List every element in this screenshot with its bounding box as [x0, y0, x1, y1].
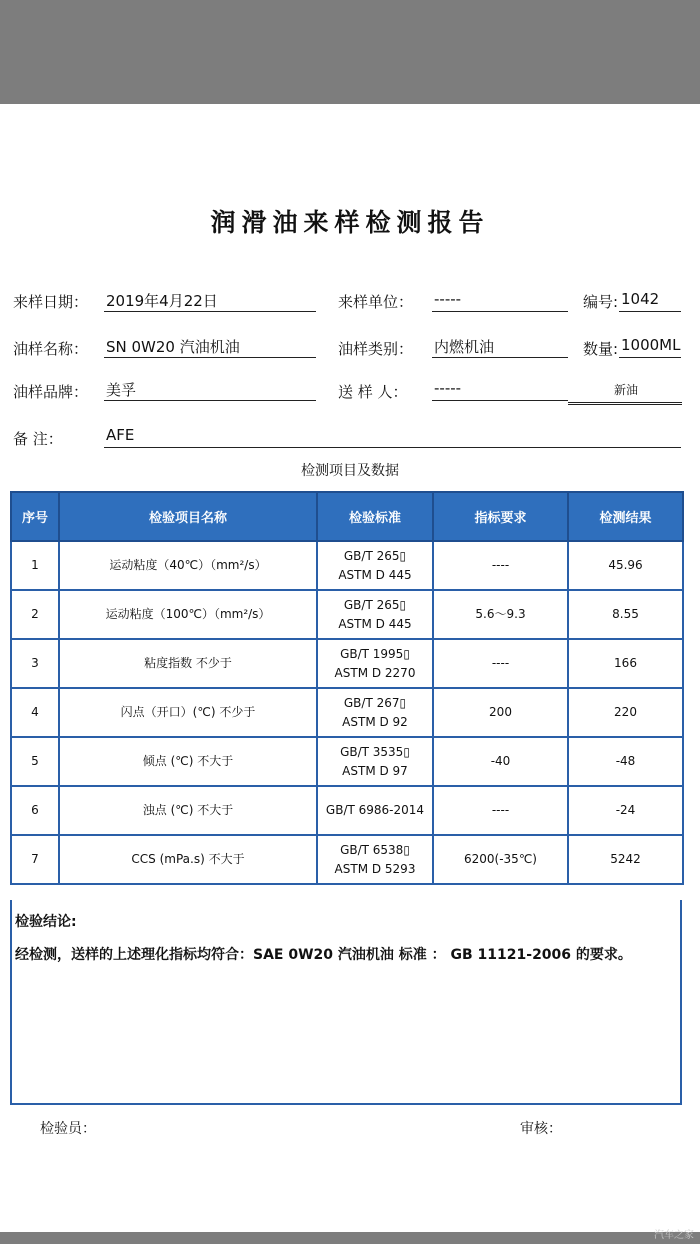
cell-result: 5242: [568, 835, 683, 884]
cell-no: 4: [11, 688, 59, 737]
col-header-no: 序号: [11, 492, 59, 541]
cell-requirement: ----: [433, 541, 568, 590]
cell-item: CCS (mPa.s) 不大于: [59, 835, 317, 884]
cell-no: 7: [11, 835, 59, 884]
cell-result: 8.55: [568, 590, 683, 639]
status-value: 新油: [568, 381, 682, 405]
cell-no: 2: [11, 590, 59, 639]
cell-item: 运动粘度（100℃）（mm²/s）: [59, 590, 317, 639]
cell-requirement: 5.6～9.3: [433, 590, 568, 639]
remark-value: AFE: [104, 426, 681, 448]
col-header-result: 检测结果: [568, 492, 683, 541]
table-header-row: [11, 492, 683, 541]
standard-line-2: ASTM D 445: [338, 567, 412, 582]
standard-line-1: GB/T 6538▯: [340, 842, 410, 857]
conclusion-text: 经检测，送样的上述理化指标均符合：SAE 0W20 汽油机油 标准 ： GB 11121-2006 的要求。: [15, 947, 632, 963]
standard-line-2: ASTM D 2270: [334, 665, 416, 680]
col-header-standard: 检验标准: [317, 492, 433, 541]
top-bar: [0, 0, 700, 104]
oil-name-label: 油样名称：: [13, 340, 89, 358]
cell-requirement: -40: [433, 737, 568, 786]
cell-item: 倾点 (℃) 不大于: [59, 737, 317, 786]
cell-requirement: 6200(-35℃): [433, 835, 568, 884]
number-label: 编号:: [583, 293, 619, 311]
conclusion-title: 检验结论:: [15, 914, 77, 930]
oil-name-value: SN 0W20 汽油机油: [104, 336, 316, 358]
cell-requirement: 200: [433, 688, 568, 737]
cell-item: 浊点 (℃) 不大于: [59, 786, 317, 835]
cell-result: 45.96: [568, 541, 683, 590]
inspector-label: 检验员：: [40, 1121, 96, 1137]
brand-value: 美孚: [104, 379, 316, 401]
table-row: [11, 688, 683, 737]
watermark: 汽车之家: [654, 1230, 694, 1241]
cell-item: 运动粘度（40℃）（mm²/s）: [59, 541, 317, 590]
col-header-requirement: 指标要求: [433, 492, 568, 541]
sample-unit-label: 来样单位：: [338, 293, 414, 311]
cell-standard: [317, 737, 433, 786]
cell-no: 3: [11, 639, 59, 688]
standard-line-1: GB/T 3535▯: [340, 744, 410, 759]
standard-line-2: ASTM D 97: [342, 763, 408, 778]
cell-standard: [317, 688, 433, 737]
sample-date-label: 来样日期：: [13, 293, 89, 311]
standard-line-1: GB/T 265▯: [343, 597, 407, 612]
section-title: 检测项目及数据: [301, 463, 399, 479]
cell-item: 粘度指数 不少于: [59, 639, 317, 688]
table-row: [11, 541, 683, 590]
table-row: [11, 639, 683, 688]
cell-no: 5: [11, 737, 59, 786]
conclusion-box: [10, 900, 682, 1105]
table-row: [11, 590, 683, 639]
sender-label: 送 样 人：: [338, 383, 408, 401]
cell-standard: [317, 835, 433, 884]
oil-type-value: 内燃机油: [432, 336, 568, 358]
cell-result: 166: [568, 639, 683, 688]
quantity-value: 1000ML: [619, 336, 681, 358]
test-data-table: [10, 491, 684, 885]
table-row: [11, 737, 683, 786]
cell-result: 220: [568, 688, 683, 737]
cell-standard: GB/T 6986-2014: [317, 786, 433, 835]
cell-result: -24: [568, 786, 683, 835]
standard-line-2: ASTM D 445: [338, 616, 412, 631]
quantity-label: 数量:: [583, 340, 619, 358]
cell-item: 闪点（开口）(℃) 不少于: [59, 688, 317, 737]
standard-line-2: ASTM D 5293: [334, 861, 416, 876]
report-title: 润滑油来样检测报告: [210, 208, 490, 237]
bottom-bar: [0, 1232, 700, 1244]
standard-line-1: GB/T 267▯: [343, 695, 407, 710]
brand-label: 油样品牌：: [13, 383, 89, 401]
col-header-item: 检验项目名称: [59, 492, 317, 541]
cell-standard: [317, 590, 433, 639]
standard-line-1: GB/T 1995▯: [340, 646, 410, 661]
cell-requirement: ----: [433, 639, 568, 688]
sender-value: -----: [432, 379, 568, 401]
cell-no: 6: [11, 786, 59, 835]
cell-requirement: ----: [433, 786, 568, 835]
cell-no: 1: [11, 541, 59, 590]
table-row: [11, 835, 683, 884]
number-value: 1042: [619, 290, 681, 312]
oil-type-label: 油样类别：: [338, 340, 414, 358]
remark-label: 备 注：: [13, 430, 63, 448]
reviewer-label: 审核：: [520, 1121, 562, 1137]
cell-result: -48: [568, 737, 683, 786]
table-row: [11, 786, 683, 835]
sample-unit-value: -----: [432, 290, 568, 312]
standard-line-1: GB/T 265▯: [343, 548, 407, 563]
cell-standard: [317, 541, 433, 590]
standard-line-2: ASTM D 92: [342, 714, 408, 729]
cell-standard: [317, 639, 433, 688]
sample-date-value: 2019年4月22日: [104, 290, 316, 312]
